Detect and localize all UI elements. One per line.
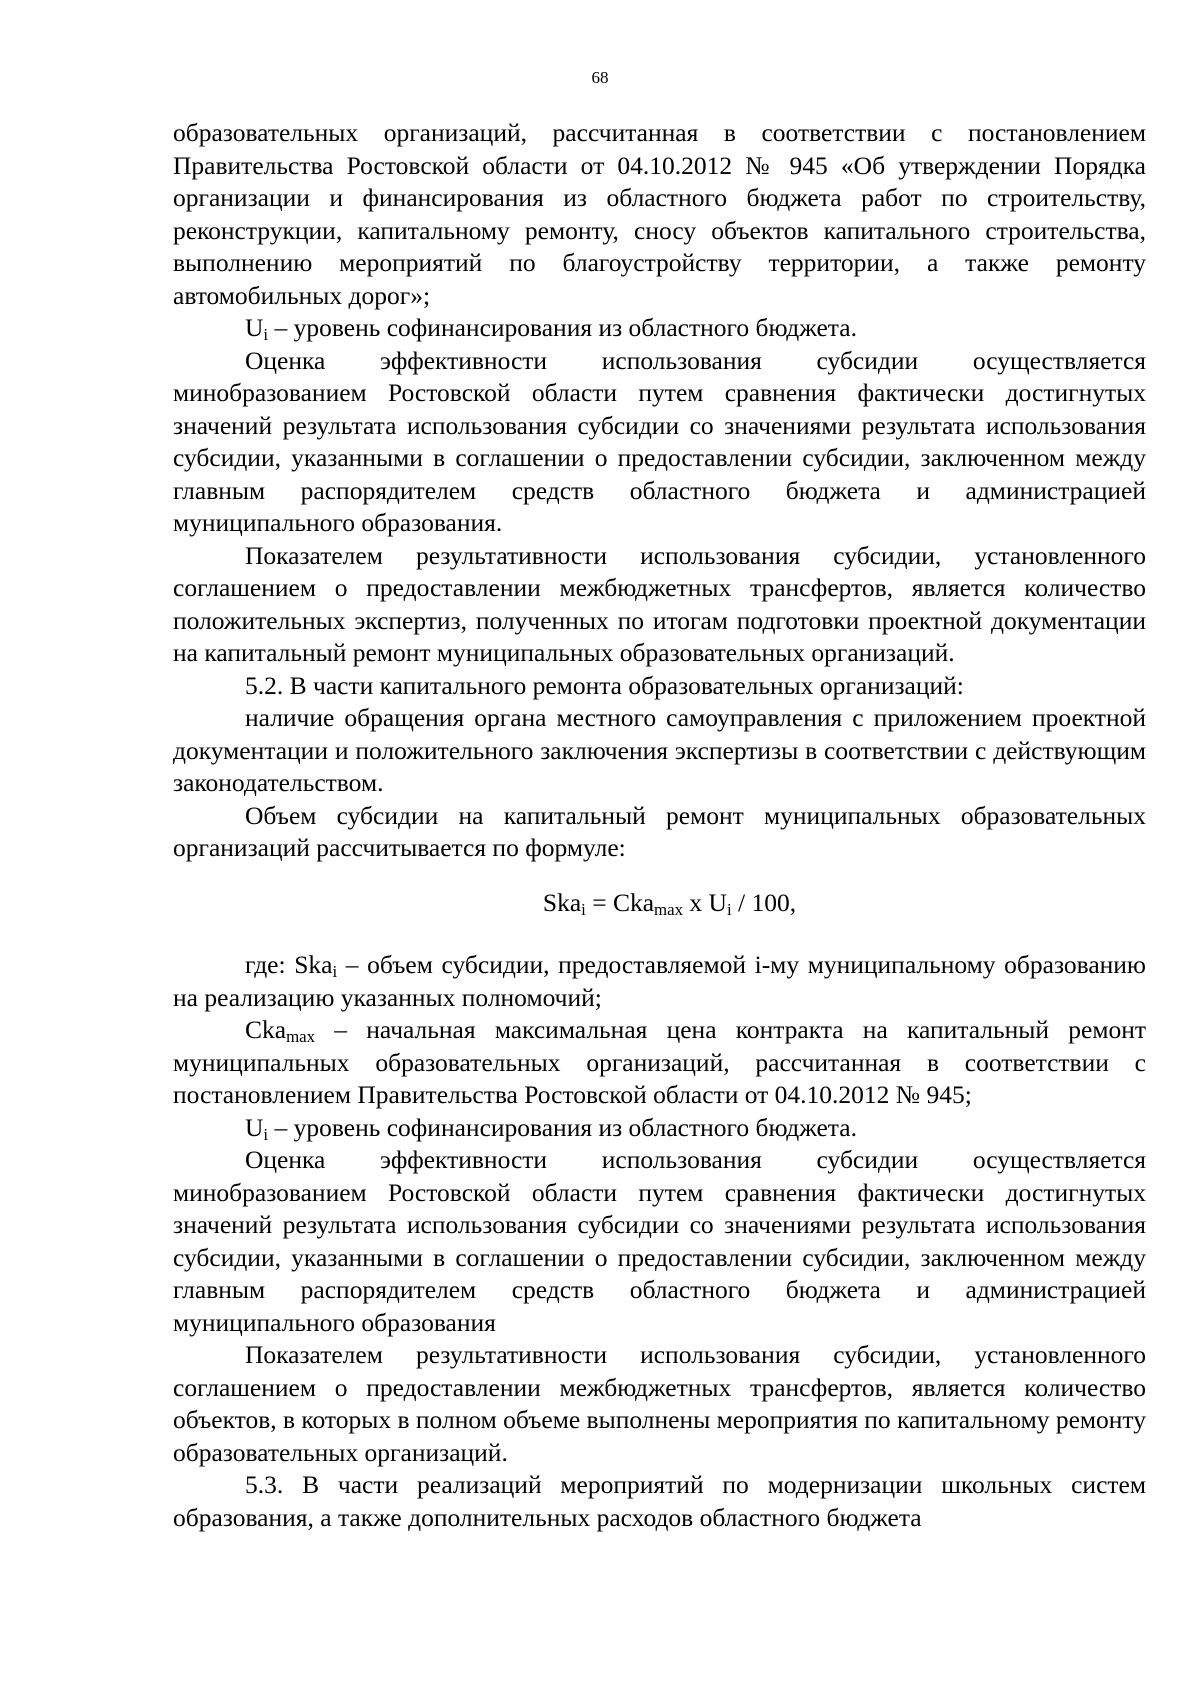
formula: Ska$_i$ = Cka$_{max}$ x $U_i / 100$, [542, 887, 797, 919]
paragraph-performance-indicator: Показателем результативности использования субсидии, установленного соглашением о предоставлении межбюджетных трансфертов, является количество положительных экспертиз, полученных по итогам подготовки проектной документации на капитальный ремонт муниципальных образовательных организаций. [173, 540, 1146, 667]
paragraph-ska-definition: где: Ska$_i$ – объем субсидии, предоставляемой i-му муниципальному образованию на реализацию указанных полномочий; [173, 950, 1146, 1012]
page-number: 68 [591, 68, 609, 87]
page-body [173, 117, 1146, 1534]
paragraph-performance-indicator-2: Показателем результативности использования субсидии, установленного соглашением о предоставлении межбюджетных трансфертов, является количество объектов, в которых в полном объеме выполнены мероприятия по капитальному ремонту образовательных организаций. [173, 1340, 1146, 1467]
paragraph-application-requirement: наличие обращения органа местного самоуправления с приложением проектной документации и положительного заключения экспертизы в соответствии с действующим законодательством. [173, 703, 1146, 797]
paragraph-efficiency-assessment: Оценка эффективности использования субсидии осуществляется минобразованием Ростовской области путем сравнения фактически достигнутых значений результата использования субсидии со значениями результата использования субсидии, указанными в соглашении о предоставлении субсидии, заключенном между главным распорядителем средств областного бюджета и администрацией муниципального образования. [173, 345, 1146, 537]
paragraph-section-5-2: 5.2. В части капитального ремонта образовательных организаций: [245, 670, 964, 700]
paragraph-efficiency-assessment-2: Оценка эффективности использования субсидии осуществляется минобразованием Ростовской области путем сравнения фактически достигнутых значений результата использования субсидии со значениями результата использования субсидии, указанными в соглашении о предоставлении субсидии, заключенном между главным распорядителем средств областного бюджета и администрацией муниципального образования [173, 1145, 1146, 1337]
paragraph-section-5-3: 5.3. В части реализаций мероприятий по модернизации школьных систем образования, а также дополнительных расходов областного бюджета [173, 1470, 1146, 1532]
paragraph-cofinancing-level: $U_i$ – уровень софинансирования из областного бюджета. [245, 313, 857, 345]
paragraph-ckamax-definition: Cka$_{max}$ – начальная максимальная цена контракта на капитальный ремонт муниципальных образовательных организаций, рассчитанная в соответствии с постановлением Правительства Ростовской области от 04.10.2012 № 945; [173, 1015, 1146, 1109]
paragraph-subsidy-volume: Объем субсидии на капитальный ремонт муниципальных образовательных организаций рассчитывается по формуле: [173, 800, 1146, 862]
paragraph-continuation: образовательных организаций, рассчитанная в соответствии с постановлением Правительства Ростовской области от 04.10.2012 № 945 «Об утверждении Порядка организации и финансирования из областного бюджета работ по строительству, реконструкции, капитальному ремонту, сносу объектов капитального строительства, выполнению мероприятий по благоустройству территории, а также ремонту автомобильных дорог»; [173, 118, 1146, 310]
paragraph-ui-definition: $U_i$ – уровень софинансирования из областного бюджета. [245, 1112, 857, 1144]
